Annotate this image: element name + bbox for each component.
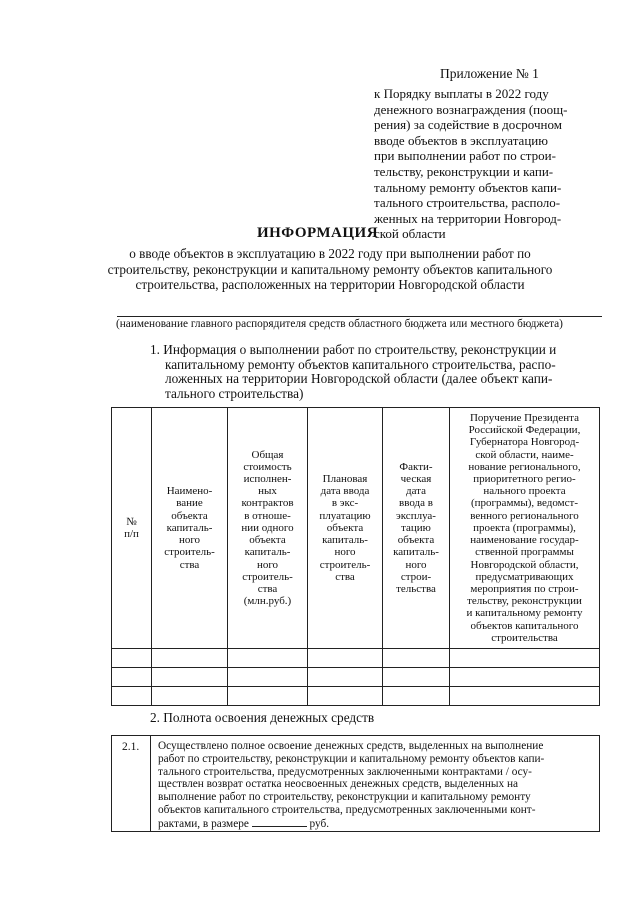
- item-text: [158, 740, 594, 831]
- table-cell: [152, 649, 228, 668]
- item-text-line: работ по строительству, реконструкции и капитальному ремонту объектов капи-: [158, 752, 545, 765]
- section-1-line: тального строительства): [165, 385, 304, 401]
- item-text-line: Осуществлено полное освоение денежных средств, выделенных на выполнение: [158, 740, 544, 752]
- appendix-line: тельству, реконструкции и капи-: [374, 163, 554, 179]
- header-text-line: Общая: [251, 448, 284, 461]
- amount-prefix: рактами, в размере: [158, 817, 249, 830]
- section-1-heading: [150, 343, 620, 401]
- header-text-line: наименование государ-: [470, 534, 579, 547]
- objects-table: [111, 407, 600, 706]
- table-row: [112, 649, 600, 668]
- header-text-line: п/п: [124, 528, 139, 540]
- header-text-line: строитель-: [164, 546, 215, 559]
- table-header-cell: [383, 408, 450, 649]
- table-cell: [308, 687, 383, 706]
- header-text-line: исполнен-: [243, 473, 292, 486]
- header-text-line: Факти-: [399, 460, 433, 473]
- table-cell: [308, 668, 383, 687]
- header-text-line: тацию: [401, 521, 431, 534]
- table-cell: [228, 668, 308, 687]
- header-text-line: ввода в: [399, 497, 433, 510]
- header-text-line: объекта: [249, 534, 286, 547]
- section-2-heading: 2. Полнота освоения денежных средств: [150, 710, 375, 725]
- table-row: [112, 687, 600, 706]
- header-text-line: эксплуа-: [396, 509, 436, 522]
- header-text-line: мероприятия по строи-: [470, 582, 579, 595]
- item-text-line: ществлен возврат остатка неосвоенных денежных средств, выделенных на: [158, 778, 519, 791]
- header-text-line: объекта: [326, 521, 364, 534]
- header-text-line: Плановая: [322, 473, 368, 486]
- appendix-line: при выполнении работ по строи-: [374, 148, 556, 164]
- table-cell: [383, 687, 450, 706]
- signature-line: [117, 316, 602, 317]
- item-text-line: тального строительства, предусмотренных заключенными контрактами / осу-: [158, 765, 532, 778]
- header-text-line: №: [126, 515, 137, 528]
- appendix-line: ской области: [374, 226, 446, 242]
- appendix-line: вводе объектов в эксплуатацию: [374, 132, 548, 148]
- header-text-line: ного: [405, 558, 427, 571]
- table-row: [112, 668, 600, 687]
- appendix-line: женных на территории Новгород-: [374, 210, 562, 226]
- header-text-line: контрактов: [241, 497, 294, 510]
- table-cell: [152, 668, 228, 687]
- header-text-line: Поручение Президента: [469, 412, 579, 425]
- table-cell: [308, 649, 383, 668]
- table-header-cell: [450, 408, 600, 649]
- item-text-line: объектов капитального строительства, предусмотренных заключенными конт-: [158, 803, 536, 816]
- table-cell: [152, 687, 228, 706]
- appendix-reference: [374, 86, 604, 242]
- header-text-line: в отноше-: [244, 509, 291, 522]
- item-text-line: выполнение работ по строительству, реконструкции и капитальному ремонту: [158, 791, 531, 804]
- header-text-line: в экс-: [331, 497, 359, 510]
- header-text-line: ческая: [400, 473, 432, 486]
- amount-blank: [252, 817, 307, 827]
- header-text-line: Наимено-: [166, 485, 213, 498]
- header-text-line: строитель-: [319, 558, 371, 571]
- header-text-line: предусматривающих: [475, 570, 574, 583]
- appendix-title: Приложение № 1: [440, 66, 539, 81]
- header-text-line: строительства: [491, 631, 558, 644]
- table-cell: [228, 649, 308, 668]
- header-text-line: плуатацию: [319, 509, 371, 522]
- header-text-line: стоимость: [243, 460, 292, 473]
- header-text-line: ного: [178, 534, 201, 547]
- header-text-line: тельства: [396, 582, 436, 595]
- table-cell: [112, 668, 152, 687]
- header-text-line: Новгородской области,: [470, 558, 579, 571]
- signature-caption: (наименование главного распорядителя средств областного бюджета или местного бюджета): [116, 318, 563, 330]
- header-text-line: дата ввода: [320, 485, 370, 498]
- header-text-line: капиталь-: [166, 521, 213, 534]
- appendix-line: рения) за содействие в досрочном: [374, 117, 562, 133]
- subtitle-line: о вводе объектов в эксплуатацию в 2022 году при выполнении работ по: [129, 246, 531, 261]
- header-text-line: объектов капитального: [470, 619, 579, 632]
- header-text-line: ства: [257, 582, 278, 595]
- header-text-line: Губернатора Новгород-: [469, 436, 580, 449]
- document-subtitle: [60, 246, 600, 293]
- header-text-line: ства: [335, 570, 355, 583]
- table-cell: [383, 649, 450, 668]
- section-1-line: ложенных на территории Новгородской области (далее объект капи-: [165, 371, 553, 386]
- table-cell: [112, 649, 152, 668]
- header-text-line: (программы), ведомст-: [471, 497, 578, 510]
- table-header-cell: [308, 408, 383, 649]
- subtitle-line: строительства, расположенных на территории Новгородской области: [135, 277, 525, 293]
- header-text-line: тельству, реконструкции: [467, 595, 582, 608]
- header-text-line: ственной программы: [475, 546, 574, 559]
- section-1-line: 1. Информация о выполнении работ по строительству, реконструкции и: [150, 342, 557, 357]
- header-text-line: объекта: [171, 509, 208, 522]
- appendix-line: тальному ремонту объектов капи-: [374, 179, 562, 195]
- header-text-line: венного регионального: [470, 509, 579, 522]
- header-text-line: нование регионального,: [468, 460, 581, 473]
- header-text-line: и капитальному ремонту: [466, 607, 583, 620]
- header-text-line: ства: [179, 558, 200, 571]
- appendix-line: к Порядку выплаты в 2022 году: [374, 86, 549, 101]
- header-text-line: проекта (программы),: [473, 521, 576, 534]
- table-header-cell: [152, 408, 228, 649]
- table-cell: [112, 687, 152, 706]
- item-number: 2.1.: [122, 741, 140, 753]
- table-header-row: [112, 408, 600, 649]
- table-cell: [450, 668, 600, 687]
- header-text-line: приоритетного регио-: [473, 473, 576, 486]
- header-text-line: строи-: [400, 570, 432, 583]
- header-text-line: нального проекта: [483, 485, 566, 498]
- table-cell: [383, 668, 450, 687]
- table-header-cell: [112, 408, 152, 649]
- header-text-line: (млн.руб.): [243, 595, 292, 608]
- item-divider: [150, 736, 151, 831]
- header-text-line: нии одного: [241, 521, 294, 534]
- header-text-line: объекта: [397, 534, 435, 547]
- appendix-line: денежного вознаграждения (поощ-: [374, 101, 568, 117]
- section-1-line: капитальному ремонту объектов капитального строительства, распо-: [165, 356, 556, 372]
- section-2-item-box: [111, 735, 600, 832]
- header-text-line: ской области, наиме-: [475, 448, 574, 461]
- document-title: ИНФОРМАЦИЯ: [256, 225, 379, 241]
- subtitle-line: строительству, реконструкции и капитальному ремонту объектов капитального: [107, 261, 553, 277]
- table-header-cell: [228, 408, 308, 649]
- table-cell: [228, 687, 308, 706]
- header-text-line: строитель-: [242, 570, 293, 583]
- header-text-line: Российской Федерации,: [468, 424, 581, 437]
- header-text-line: ного: [334, 546, 356, 559]
- header-text-line: ного: [256, 558, 279, 571]
- table-cell: [450, 687, 600, 706]
- header-text-line: капиталь-: [393, 546, 439, 559]
- table-cell: [450, 649, 600, 668]
- header-text-line: капиталь-: [322, 534, 368, 547]
- header-text-line: вание: [176, 497, 203, 510]
- header-text-line: ных: [258, 485, 277, 498]
- amount-suffix: руб.: [309, 817, 330, 830]
- appendix-line: тального строительства, располо-: [374, 195, 561, 211]
- header-text-line: дата: [405, 485, 427, 498]
- header-text-line: капиталь-: [244, 546, 291, 559]
